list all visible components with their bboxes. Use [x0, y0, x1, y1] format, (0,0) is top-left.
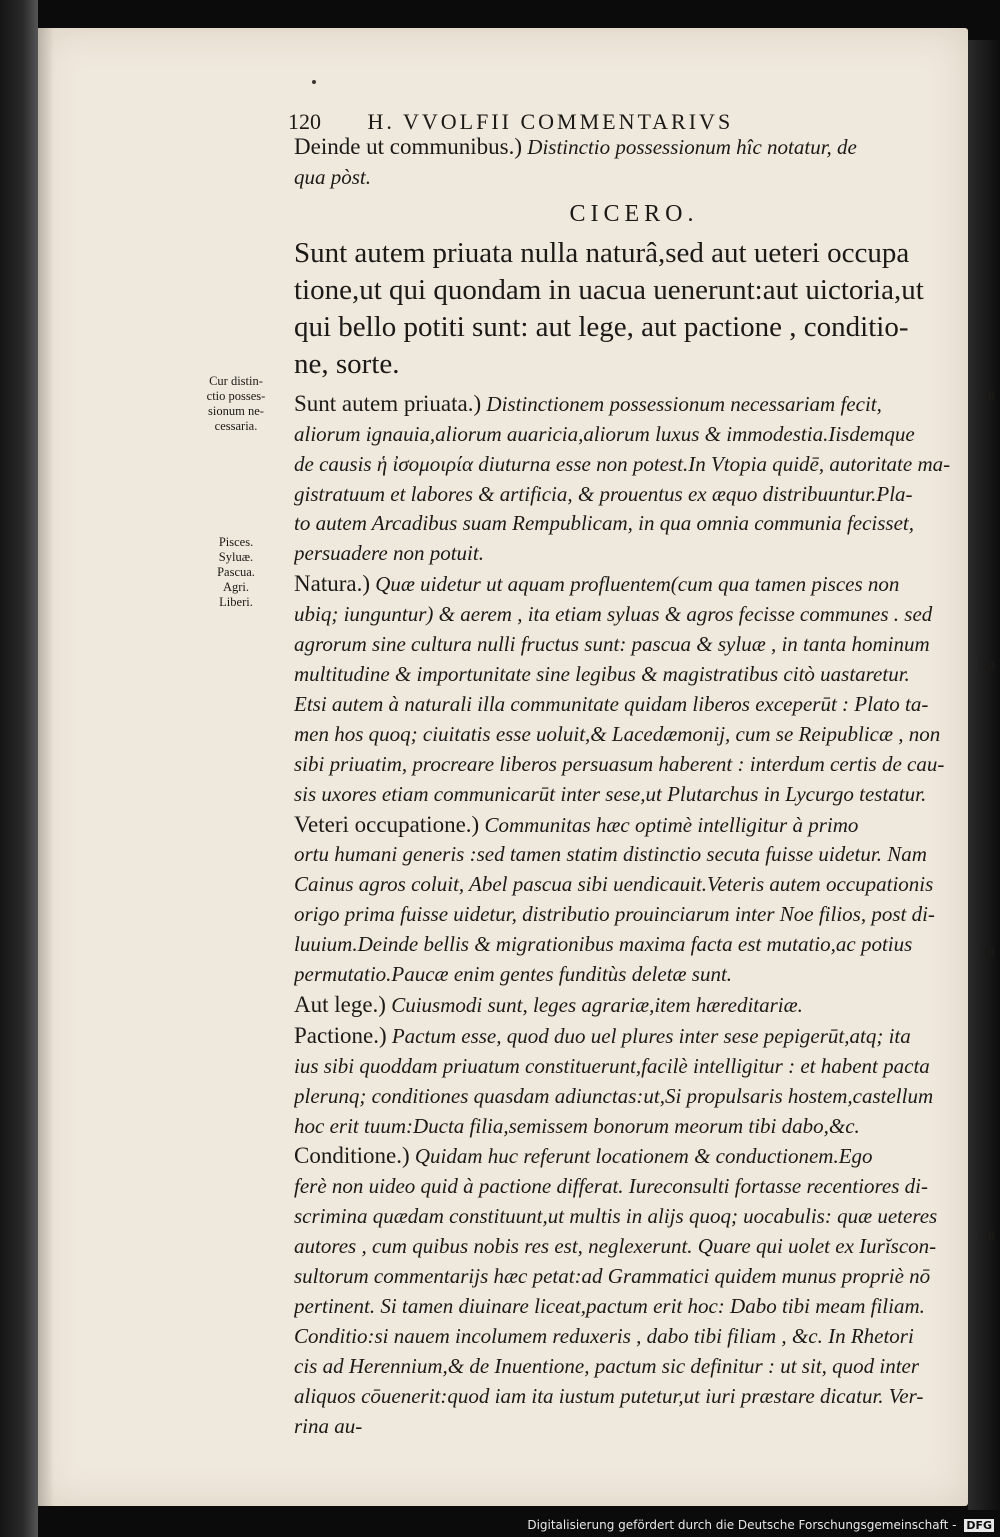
text-line [294, 509, 974, 539]
binding-shadow [0, 0, 38, 1537]
line-text: ius sibi quoddam priuatum constituerunt,facilè intelligitur : et habent pacta [294, 1053, 930, 1078]
commentary [294, 389, 974, 1442]
quote-line: Sunt autem priuata nulla naturâ,sed aut ueteri occupa [294, 236, 910, 269]
text-line [294, 1112, 974, 1142]
line-text: hoc erit tuum:Ducta filia,semissem bonorum meorum tibi dabo,&c. [294, 1113, 860, 1138]
text-line [294, 1322, 974, 1352]
line-text: multitudine & importunitate sine legibus & magistratibus citò uastaretur. [294, 661, 910, 686]
line-text: sis uxores etiam communicarūt inter sese,ut Plutarchus in Lycurgo testatur. [294, 781, 927, 806]
margin-note-line: Agri. [222, 580, 250, 594]
lemma: Veteri occupatione.) [294, 811, 480, 837]
text-line [294, 960, 974, 990]
line-text: sultorum commentarijs hæc petat:ad Grammatici quidem munus propriè nō [294, 1264, 931, 1289]
line-text: rina au- [294, 1413, 363, 1438]
margin-note-line: sionum ne- [208, 404, 264, 418]
line-text: Pactum esse, quod duo uel plures inter sese pepigerūt,atq; ita [386, 1023, 911, 1048]
line-text: ubiq; iunguntur) & aerem , ita etiam syluas & agros fecisse communes . sed [294, 602, 933, 627]
line-text: luuium.Deinde bellis & migrationibus maxima facta est mutatio,ac potius [294, 932, 913, 957]
line-text: ortu humani generis :sed tamen statim distinctio secuta fuisse uidetur. Nam [294, 842, 927, 867]
page-number: 120 [288, 109, 321, 134]
line-text: permutatio.Paucæ enim gentes funditùs deletæ sunt. [294, 962, 733, 987]
text-line [294, 1082, 974, 1112]
text-line [294, 990, 974, 1021]
section-heading: CICERO. [569, 200, 699, 227]
running-head-title: H. VVOLFII COMMENTARIVS [367, 109, 734, 134]
lemma: Sunt autem priuata.) [294, 390, 482, 416]
line-text: Cainus agros coluit, Abel pascua sibi uendicauit.Veteris autem occupationis [294, 872, 934, 897]
text-line [294, 1382, 974, 1412]
text-line [294, 750, 974, 780]
text-line [294, 870, 974, 900]
lemma: Natura.) [294, 571, 370, 597]
line-text: plerunq; conditiones quasdam adiunctas:ut,Si propulsaris hostem,castellum [294, 1083, 934, 1108]
text-line [294, 1052, 974, 1082]
quote-line: ne, sorte. [294, 347, 400, 380]
text-line [294, 420, 974, 450]
line-text: Etsi autem à naturali illa communitate quidam liberos exceperūt : Plato ta- [294, 691, 929, 716]
text-line [294, 720, 974, 750]
margin-note-line: Liberi. [219, 595, 253, 609]
text-line [294, 690, 974, 720]
margin-note-line: cessaria. [214, 419, 258, 433]
intro-paragraph [294, 132, 974, 193]
lemma: Deinde ut communibus.) [294, 134, 523, 159]
margin-note-line: Syluæ. [218, 550, 254, 564]
margin-note-line: Cur distin- [209, 374, 263, 388]
text-line [294, 480, 974, 510]
lemma: Conditione.) [294, 1143, 410, 1169]
line-text: Distinctionem possessionum necessariam fecit, [481, 391, 882, 416]
line-text: cis ad Herennium,& de Inuentione, pactum sic definitur : ut sit, quod inter [294, 1353, 920, 1378]
line-text: ferè non uideo quid à pactione differat. Iureconsulti fortasse recentiores di- [294, 1174, 928, 1199]
text-block [294, 132, 974, 1442]
text-line [294, 1202, 974, 1232]
line-number: 30 [982, 944, 995, 959]
text-line [294, 539, 974, 569]
line-number: 10 [982, 388, 995, 403]
margin-note-line: ctio posses- [206, 389, 266, 403]
text-line [294, 600, 974, 630]
text-line [294, 569, 974, 600]
ink-speck [312, 80, 316, 84]
text-line [294, 630, 974, 660]
line-text: Cuiusmodi sunt, leges agrariæ,item hæreditariæ. [385, 992, 803, 1017]
text-line [294, 1412, 974, 1442]
margin-note-distinctio [197, 374, 275, 434]
line-text: aliorum ignauia,aliorum auaricia,aliorum luxus & immodestia.Iisdemque [294, 421, 915, 446]
line-text: pertinent. Si tamen diuinare liceat,pactum erit hoc: Dabo tibi meam filiam. [294, 1294, 925, 1318]
lemma: Pactione.) [294, 1022, 387, 1048]
text-line [294, 1352, 974, 1382]
line-text: qua pòst. [294, 164, 372, 189]
line-text: men hos quoq; ciuitatis esse uoluit,& Lacedæmonij, cum se Reipublicæ , non [294, 721, 941, 746]
line-text: de causis ἡ ἰσομοιρία diuturna esse non potest.In Vtopia quidē, autoritate ma- [294, 451, 951, 476]
margin-note-line: Pascua. [217, 565, 255, 579]
text-line [294, 1292, 974, 1322]
line-text: persuadere non potuit. [294, 541, 484, 566]
text-line [294, 810, 974, 841]
line-text: to autem Arcadibus suam Rempublicam, in qua omnia communia fecisset, [294, 511, 915, 536]
lemma: Aut lege.) [294, 991, 386, 1017]
text-line [294, 1021, 974, 1052]
line-text: Distinctio possessionum hîc notatur, de [522, 135, 857, 159]
text-line [294, 1262, 974, 1292]
line-number: 40 [982, 1228, 995, 1243]
dfg-logo: DFG [966, 1519, 992, 1532]
text-line [294, 163, 974, 193]
margin-note-line: Pisces. [218, 535, 254, 549]
line-text: autores , cum quibus nobis res est, neglexerunt. Quare qui uolet ex Iurĭscon- [294, 1234, 937, 1259]
line-text: sibi priuatim, procreare liberos persuasum haberent : interdum certis de cau- [294, 751, 945, 776]
text-line [294, 840, 974, 870]
line-text: Quidam huc referunt locationem & conductionem.Ego [409, 1144, 873, 1169]
text-line [294, 1232, 974, 1262]
text-line [294, 930, 974, 960]
line-text: scrimina quædam constituunt,ut multis in alijs quoq; uocabulis: quæ ueteres [294, 1204, 938, 1229]
text-line [294, 660, 974, 690]
text-line [294, 389, 974, 420]
line-text: Communitas hæc optimè intelligitur à primo [479, 812, 859, 837]
footer-text: Digitalisierung gefördert durch die Deutsche Forschungsgemeinschaft - [527, 1518, 957, 1532]
quote-line: qui bello potiti sunt: aut lege, aut pactione , conditio- [294, 310, 909, 343]
line-text: gistratuum et labores & artificia, & prouentus ex æquo distribuuntur.Pla- [294, 481, 913, 506]
text-line [294, 780, 974, 810]
quote-line: tione,ut qui quondam in uacua uenerunt:aut uictoria,ut [294, 273, 924, 306]
line-text: origo prima fuisse uidetur, distributio prouinciarum inter Noe filios, post di- [294, 902, 935, 927]
line-text: Conditio:si nauem incolumem reduxeris , dabo tibi filiam , &c. In Rhetori [294, 1323, 914, 1348]
text-line [294, 900, 974, 930]
text-line [294, 1172, 974, 1202]
line-text: agrorum sine cultura nulli fructus sunt: pascua & syluæ , in tanta hominum [294, 632, 930, 657]
text-line [294, 450, 974, 480]
line-number: 20 [982, 658, 995, 673]
text-line [294, 132, 974, 163]
line-text: Quæ uidetur ut aquam profluentem(cum qua tamen pisces non [370, 572, 900, 597]
cicero-quote [294, 235, 974, 383]
text-line [294, 1141, 974, 1172]
line-text: aliquos cōuenerit:quod iam ita iustum putetur,ut iuri præstare dicatur. Ver- [294, 1383, 924, 1408]
footer-credit [527, 1518, 994, 1532]
margin-note-list [197, 535, 275, 610]
